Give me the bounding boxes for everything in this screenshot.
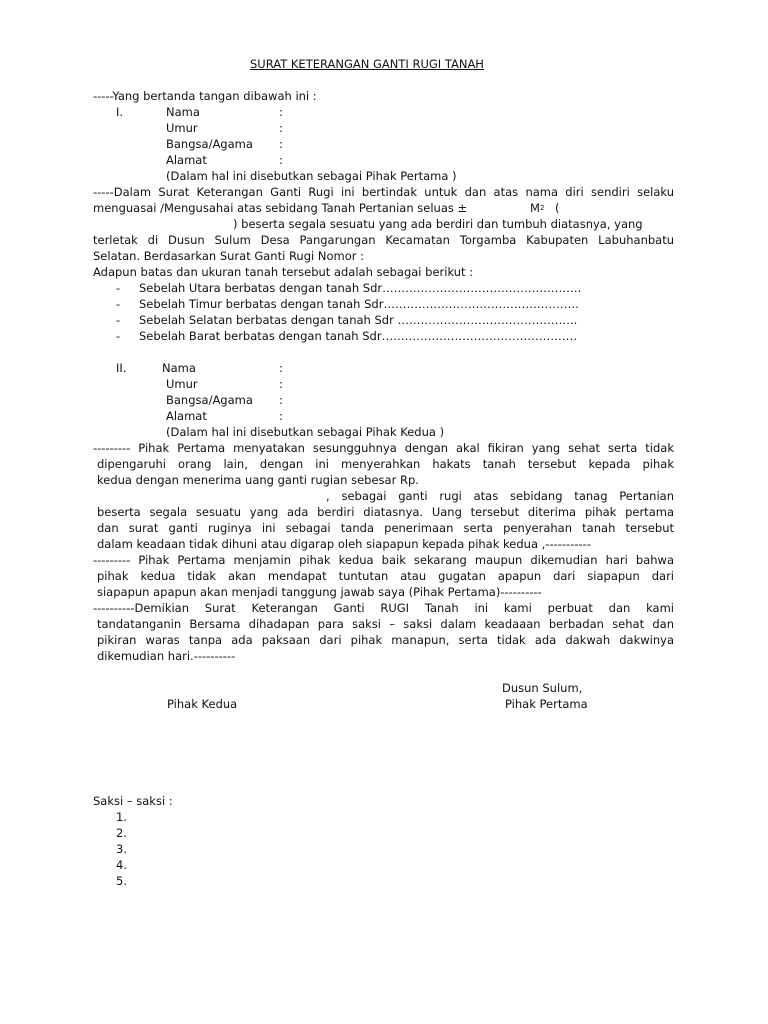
party2-name-colon: : <box>279 361 283 375</box>
party1-age-colon: : <box>279 121 283 135</box>
para2-line3: kedua dengan menerima uang ganti rugian sebesar Rp. <box>97 473 419 487</box>
document-title: SURAT KETERANGAN GANTI RUGI TANAH <box>250 57 484 71</box>
border-west-dash: - <box>116 329 121 343</box>
para1-line5: Selatan. Berdasarkan Surat Ganti Rugi Nomor : <box>93 249 365 263</box>
party1-name-label: Nama <box>166 105 200 119</box>
para1-line3: ) beserta segala sesuatu yang ada berdiri dan tumbuh diatasnya, yang <box>233 217 643 231</box>
party1-name-colon: : <box>279 105 283 119</box>
signature-place: Dusun Sulum, <box>502 681 583 695</box>
para2-line5: beserta segala sesuatu yang ada berdiri diatasnya. Uang tersebut diterima pihak pertama <box>97 505 674 519</box>
para2-line1: --------- Pihak Pertama menyatakan sesungguhnya dengan akal fikiran yang sehat serta tidak <box>93 441 674 455</box>
party2-religion-label: Bangsa/Agama <box>166 393 253 407</box>
border-north-text: Sebelah Utara berbatas dengan tanah Sdr……………………………………………. <box>139 281 582 295</box>
para2-line7: dalam keadaan tidak dihuni atau digarap oleh siapapun kepada pihak kedua ,----------- <box>97 537 591 551</box>
witness-item-4: 4. <box>116 858 127 872</box>
para4-line3: pikiran waras tanpa ada paksaan dari pihak manapun, serta tidak ada dakwah dakwinya <box>97 633 674 647</box>
party2-religion-colon: : <box>279 393 283 407</box>
party1-numeral: I. <box>116 105 124 119</box>
para4-line4: dikemudian hari.---------- <box>97 649 236 663</box>
witness-item-3: 3. <box>116 842 127 856</box>
para3-line3: siapapun apapun akan menjadi tanggung jawab saya (Pihak Pertama)---------- <box>97 585 542 599</box>
witnesses-heading: Saksi – saksi : <box>93 794 173 808</box>
border-north-dash: - <box>116 281 121 295</box>
party2-note: (Dalam hal ini disebutkan sebagai Pihak Kedua ) <box>166 425 445 439</box>
para4-line1: ----------Demikian Surat Keterangan Ganti RUGI Tanah ini kami perbuat dan kami <box>93 601 674 615</box>
para1-open-paren: ( <box>555 201 560 215</box>
party1-age-label: Umur <box>166 121 198 135</box>
signature-right-party: Pihak Pertama <box>505 697 588 711</box>
para3-line2: pihak kedua tidak akan mendapat tuntutan atau gugatan apapun dari siapapun dari <box>97 569 674 583</box>
para2-line6: dan surat ganti ruginya ini sebagai tanda penerimaan serta penyerahan tanah tersebut <box>97 521 674 535</box>
para1-line4: terletak di Dusun Sulum Desa Pangarungan Kecamatan Torgamba Kabupaten Labuhanbatu <box>93 233 674 247</box>
border-east-text: Sebelah Timur berbatas dengan tanah Sdr…………………………………………… <box>139 297 579 311</box>
border-east-dash: - <box>116 297 121 311</box>
witness-item-2: 2. <box>116 826 127 840</box>
para1-line2a: menguasai /Mengusahai atas sebidang Tanah Pertanian seluas ± <box>93 201 468 215</box>
para1-line6: Adapun batas dan ukuran tanah tersebut adalah sebagai berikut : <box>93 265 474 279</box>
party2-age-label: Umur <box>166 377 198 391</box>
party2-age-colon: : <box>279 377 283 391</box>
party1-address-label: Alamat <box>166 153 207 167</box>
signature-left-party: Pihak Kedua <box>167 697 238 711</box>
para3-line1: --------- Pihak Pertama menjamin pihak kedua baik sekarang maupun dikemudian hari bahwa <box>93 553 674 567</box>
party2-address-label: Alamat <box>166 409 207 423</box>
party1-religion-label: Bangsa/Agama <box>166 137 253 151</box>
party2-name-label: Nama <box>162 361 196 375</box>
border-west-text: Sebelah Barat berbatas dengan tanah Sdr…………………………………………… <box>139 329 578 343</box>
para1-unit-m: M <box>530 201 540 215</box>
party2-numeral: II. <box>116 361 127 375</box>
para2-line2: dipengaruhi orang lain, dengan ini menyerahkan hakats tanah tersebut kepada pihak <box>97 457 674 471</box>
party1-note: (Dalam hal ini disebutkan sebagai Pihak Pertama ) <box>166 169 457 183</box>
para1-line1: -----Dalam Surat Keterangan Ganti Rugi ini bertindak untuk dan atas nama diri sendiri selaku <box>93 185 674 199</box>
para1-unit <box>530 200 544 216</box>
border-south-dash: - <box>116 313 121 327</box>
witness-item-1: 1. <box>116 810 127 824</box>
intro-line: -----Yang bertanda tangan dibawah ini : <box>93 89 317 103</box>
party1-religion-colon: : <box>279 137 283 151</box>
para4-line2: tandatanganin Bersama dihadapan para saksi – saksi dalam keadaaan berbadan sehat dan <box>97 617 674 631</box>
para1-unit-sup: 2 <box>539 204 545 212</box>
witness-item-5: 5. <box>116 874 127 888</box>
border-south-text: Sebelah Selatan berbatas dengan tanah Sdr ……………………………………….. <box>139 313 578 327</box>
para2-line4: , sebagai ganti rugi atas sebidang tanag Pertanian <box>326 489 674 503</box>
party2-address-colon: : <box>279 409 283 423</box>
party1-address-colon: : <box>279 153 283 167</box>
